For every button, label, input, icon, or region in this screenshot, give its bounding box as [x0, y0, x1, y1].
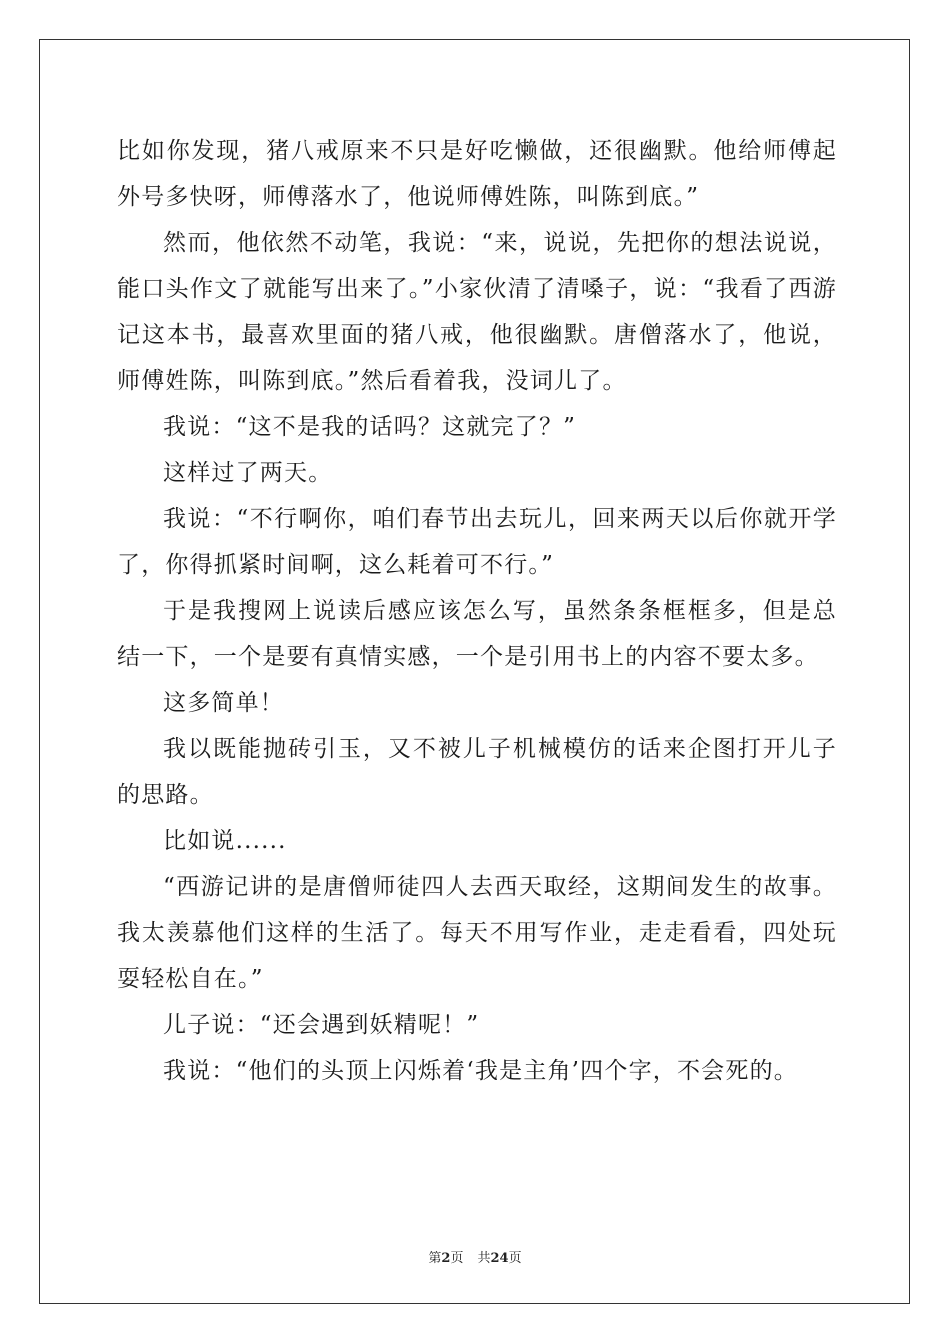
- paragraph: 我说：“不行啊你，咱们春节出去玩儿，回来两天以后你就开学了，你得抓紧时间啊，这么耗着可不行。”: [117, 506, 837, 578]
- paragraph: 这多简单！: [163, 690, 284, 716]
- paragraph: 然而，他依然不动笔，我说：“来，说说，先把你的想法说说，能口头作文了就能写出来了。”小家伙清了清嗓子，说：“我看了西游记这本书，最喜欢里面的猪八戒，他很幽默。唐僧落水了，他说，师傅姓陈，叫陈到底。”然后看着我，没词儿了。: [117, 230, 837, 394]
- page-unit: 页: [450, 1251, 464, 1266]
- paragraph: 比如你发现，猪八戒原来不只是好吃懒做，还很幽默。他给师傅起外号多快呀，师傅落水了，他说师傅姓陈，叫陈到底。”: [117, 138, 837, 210]
- page-total: 24: [490, 1251, 509, 1266]
- paragraph: 比如说......: [163, 828, 287, 854]
- total-prefix: 共: [477, 1251, 491, 1266]
- paragraph: “西游记讲的是唐僧师徒四人去西天取经，这期间发生的故事。我太羡慕他们这样的生活了。每天不用写作业，走走看看，四处玩耍轻松自在。”: [117, 874, 837, 992]
- paragraph: 我说：“这不是我的话吗？这就完了？”: [163, 414, 577, 440]
- page-footer: [0, 1247, 950, 1266]
- page-prefix: 第: [428, 1251, 442, 1266]
- page-current: 2: [441, 1251, 451, 1266]
- paragraph: 儿子说：“还会遇到妖精呢！”: [163, 1012, 480, 1038]
- paragraph: 我以既能抛砖引玉，又不被儿子机械模仿的话来企图打开儿子的思路。: [117, 736, 837, 808]
- paragraph: 这样过了两天。: [163, 460, 333, 486]
- total-unit: 页: [508, 1251, 522, 1266]
- paragraph: 我说：“他们的头顶上闪烁着‘我是主角’四个字，不会死的。: [163, 1058, 798, 1084]
- document-body: [117, 128, 837, 1094]
- paragraph: 于是我搜网上说读后感应该怎么写，虽然条条框框多，但是总结一下，一个是要有真情实感，一个是引用书上的内容不要太多。: [117, 598, 837, 670]
